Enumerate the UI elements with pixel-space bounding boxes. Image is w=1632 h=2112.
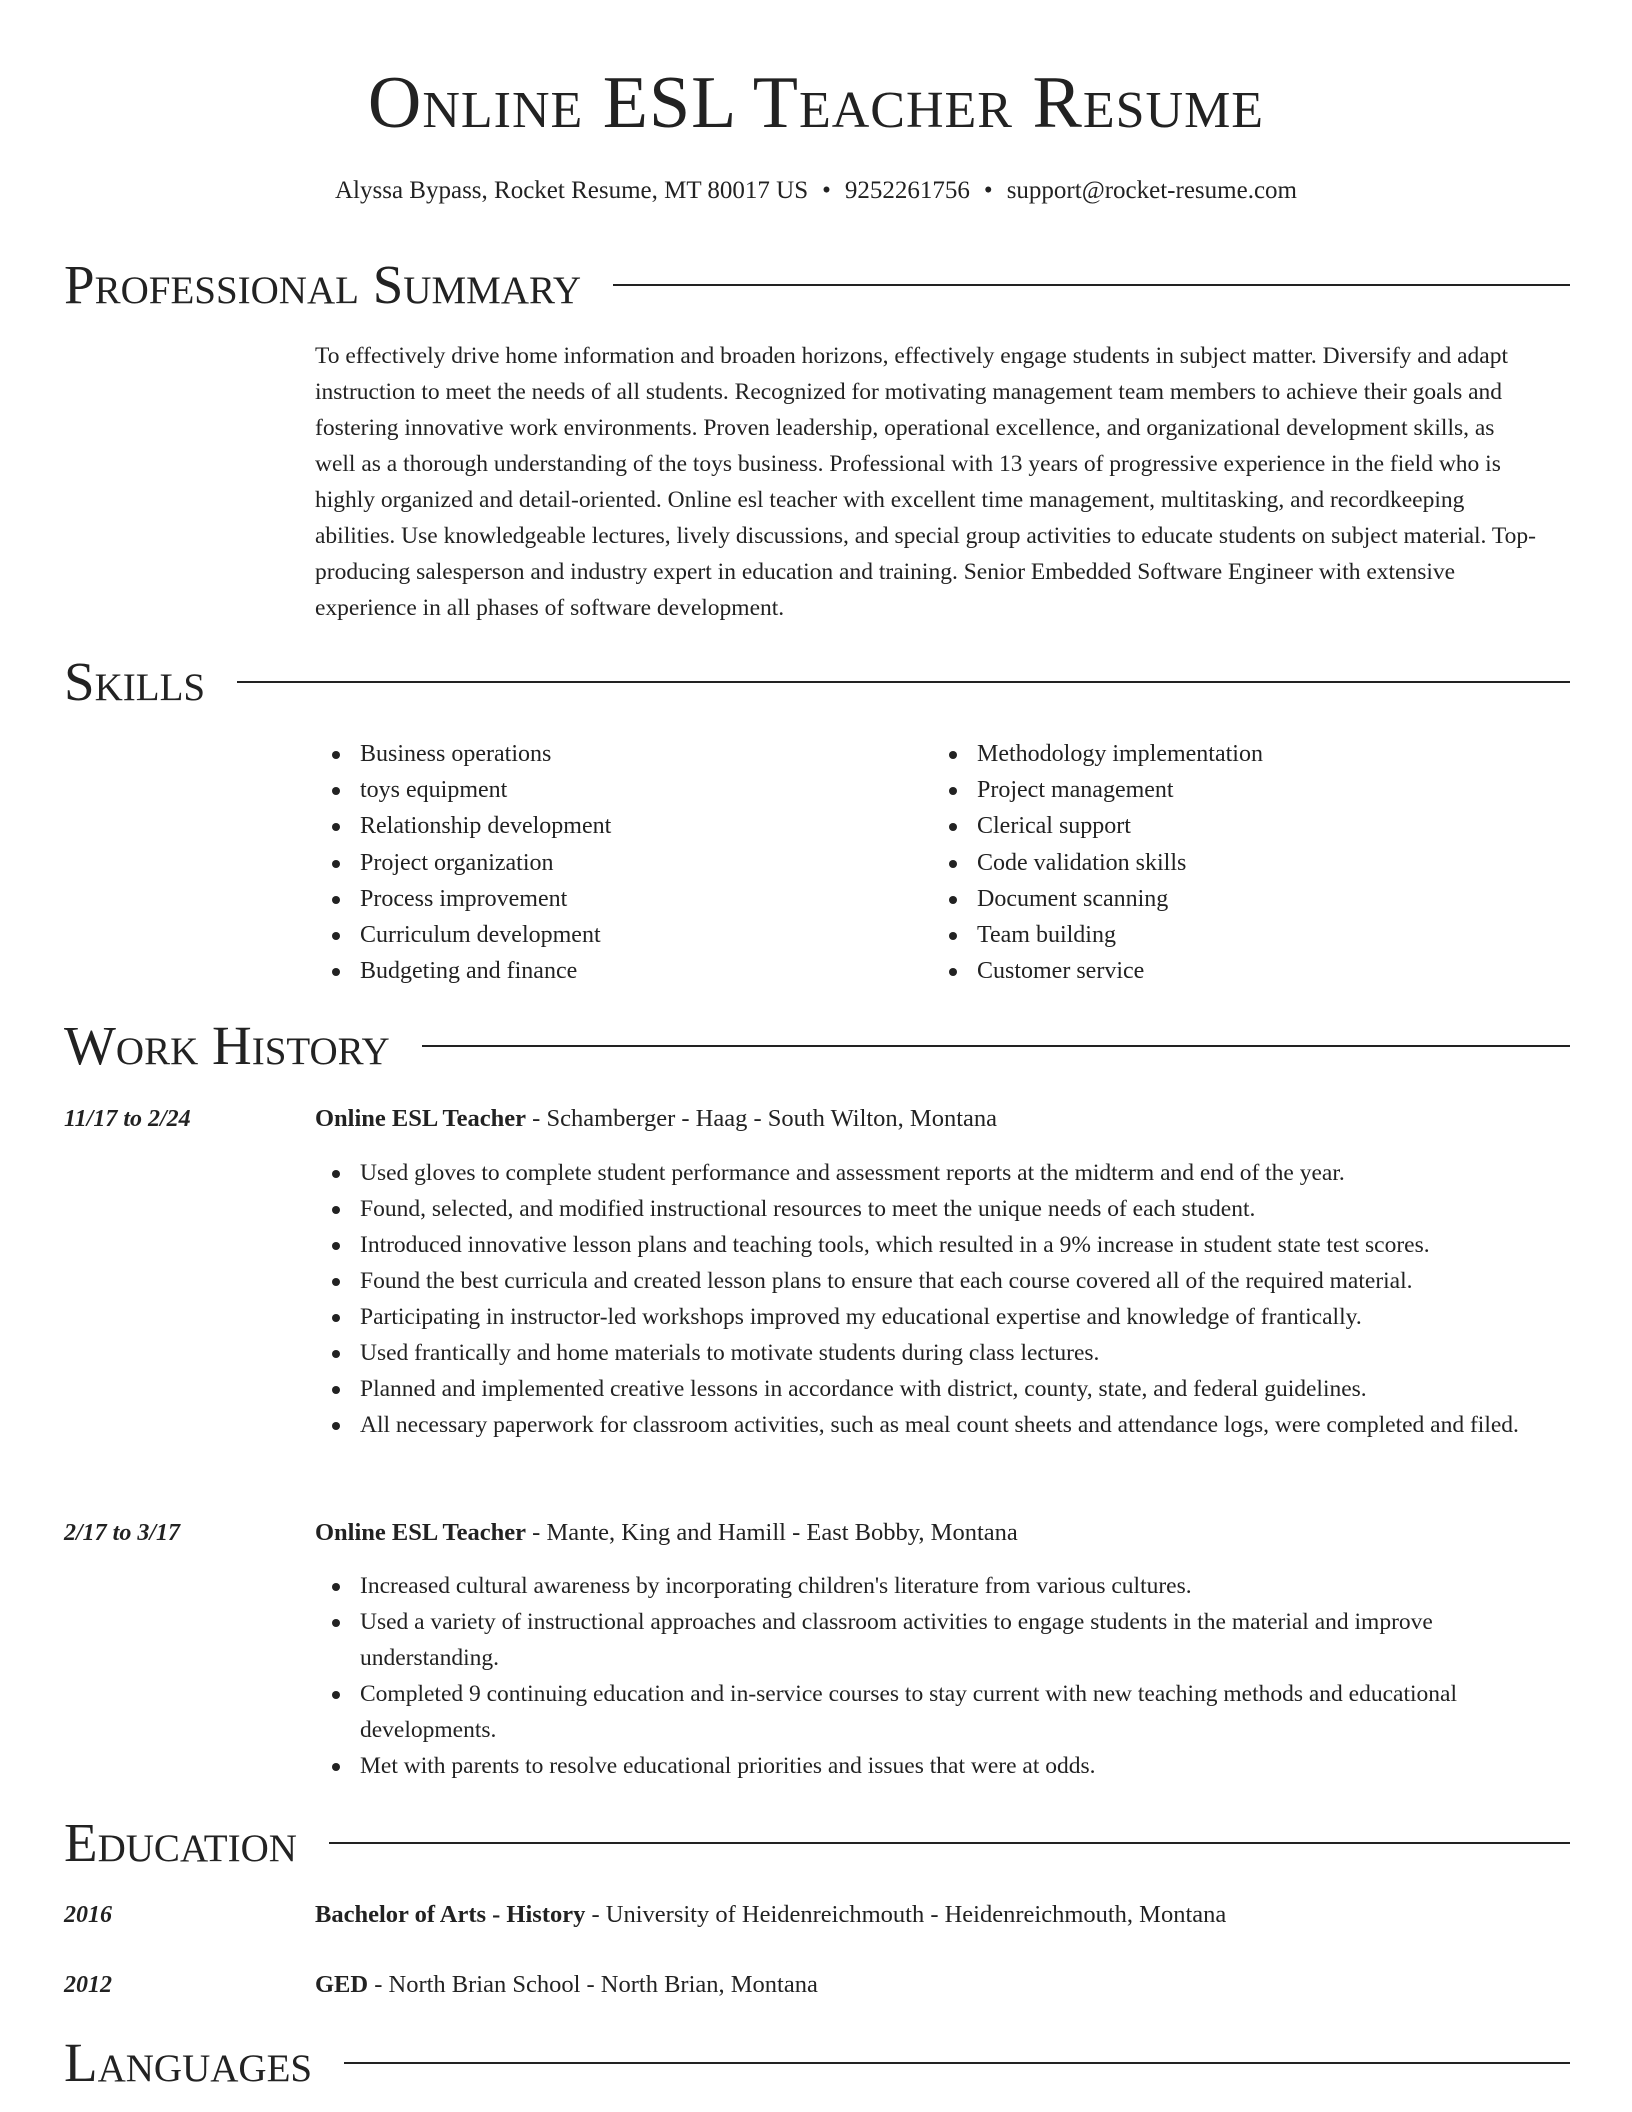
education-school: - North Brian School - North Brian, Montana: [368, 1971, 818, 1998]
education-school: - University of Heidenreichmouth - Heidenreichmouth, Montana: [585, 1901, 1227, 1928]
job-title: Online ESL Teacher: [315, 1105, 527, 1132]
job-heading: [315, 1516, 1018, 1550]
job-heading: [315, 1102, 997, 1136]
skill-item: Document scanning: [932, 881, 1532, 917]
skills-list-right: [932, 736, 1532, 989]
contact-address: Alyssa Bypass, Rocket Resume, MT 80017 US: [335, 177, 809, 204]
resume-title: Online ESL Teacher Resume: [367, 62, 1265, 144]
section-header-skills: [64, 649, 1570, 715]
education-degree: Bachelor of Arts - History: [315, 1901, 586, 1928]
job-employer: - Mante, King and Hamill - East Bobby, Montana: [526, 1519, 1018, 1546]
section-title-education: Education: [64, 1812, 297, 1873]
section-divider: [329, 1842, 1570, 1844]
skill-item: Curriculum development: [315, 917, 875, 953]
skill-item: Project organization: [315, 845, 875, 881]
job-dates: 11/17 to 2/24: [64, 1106, 191, 1132]
section-divider: [344, 2062, 1570, 2064]
job-bullet: Completed 9 continuing education and in-service courses to stay current with new teaching methods and educational developments.: [315, 1676, 1555, 1748]
skill-item: Relationship development: [315, 808, 875, 844]
section-header-languages: [64, 2030, 1570, 2096]
summary-text: To effectively drive home information and broaden horizons, effectively engage students in subject matter. Diversify and adapt instruction to meet the needs of all students. Recognized for motivating management team members to achieve their goals and fostering innovative work environments. Proven leadership, operational excellence, and organizational development skills, as well as a thorough understanding of the toys business. Professional with 13 years of progressive experience in the field who is highly organized and detail-oriented. Online esl teacher with excellent time management, multitasking, and recordkeeping abilities. Use knowledgeable lectures, lively discussions, and special group activities to educate students on subject material. Top-producing salesperson and industry expert in education and training. Senior Embedded Software Engineer with extensive experience in all phases of software development.: [315, 343, 1536, 621]
education-degree: GED: [315, 1971, 369, 1998]
contact-phone: 9252261756: [844, 177, 970, 204]
skill-item: Project management: [932, 772, 1532, 808]
section-title-languages: Languages: [64, 2032, 313, 2093]
contact-separator: •: [983, 177, 993, 204]
skill-item: Team building: [932, 917, 1532, 953]
job-bullet: Found the best curricula and created lesson plans to ensure that each course covered all of the required material.: [315, 1263, 1555, 1299]
skill-item: Process improvement: [315, 881, 875, 917]
job-bullet: Introduced innovative lesson plans and teaching tools, which resulted in a 9% increase in student state test scores.: [315, 1227, 1555, 1263]
section-divider: [613, 284, 1570, 286]
skill-item: Clerical support: [932, 808, 1532, 844]
education-year: 2012: [64, 1972, 112, 1998]
section-divider: [422, 1045, 1570, 1047]
skill-item: Methodology implementation: [932, 736, 1532, 772]
section-title-skills: Skills: [64, 651, 206, 712]
section-header-education: [64, 1810, 1570, 1876]
job-bullet: Increased cultural awareness by incorporating children's literature from various cultures.: [315, 1568, 1555, 1604]
job-bullet: Found, selected, and modified instructional resources to meet the unique needs of each student.: [315, 1191, 1555, 1227]
section-header-summary: [64, 252, 1570, 318]
education-entry: [315, 1898, 1226, 1932]
job-bullet: Participating in instructor-led workshops improved my educational expertise and knowledge of frantically.: [315, 1299, 1555, 1335]
skill-item: Business operations: [315, 736, 875, 772]
education-year: 2016: [64, 1902, 112, 1928]
job-bullet: Met with parents to resolve educational priorities and issues that were at odds.: [315, 1748, 1555, 1784]
job-title: Online ESL Teacher: [315, 1519, 527, 1546]
section-divider: [237, 681, 1570, 683]
skill-item: toys equipment: [315, 772, 875, 808]
job-bullets: [315, 1155, 1555, 1443]
job-bullets: [315, 1568, 1555, 1784]
skills-list-left: [315, 736, 875, 989]
education-entry: [315, 1968, 818, 2002]
job-bullet: Used a variety of instructional approaches and classroom activities to engage students in the material and improve understanding.: [315, 1604, 1555, 1676]
contact-email: support@rocket-resume.com: [1006, 177, 1297, 204]
section-title-summary: Professional Summary: [64, 254, 582, 315]
job-bullet: Used frantically and home materials to motivate students during class lectures.: [315, 1335, 1555, 1371]
skill-item: Customer service: [932, 953, 1532, 989]
job-bullet: Used gloves to complete student performance and assessment reports at the midterm and end of the year.: [315, 1155, 1555, 1191]
skill-item: Budgeting and finance: [315, 953, 875, 989]
section-title-work: Work History: [64, 1015, 390, 1076]
job-employer: - Schamberger - Haag - South Wilton, Montana: [526, 1105, 998, 1132]
skill-item: Code validation skills: [932, 845, 1532, 881]
contact-separator: •: [822, 177, 831, 204]
job-bullet: Planned and implemented creative lessons in accordance with district, county, state, and federal guidelines.: [315, 1371, 1555, 1407]
contact-line: [0, 174, 1632, 208]
section-header-work: [64, 1013, 1570, 1079]
job-bullet: All necessary paperwork for classroom activities, such as meal count sheets and attendance logs, were completed and filed.: [315, 1407, 1555, 1443]
job-dates: 2/17 to 3/17: [64, 1520, 181, 1546]
